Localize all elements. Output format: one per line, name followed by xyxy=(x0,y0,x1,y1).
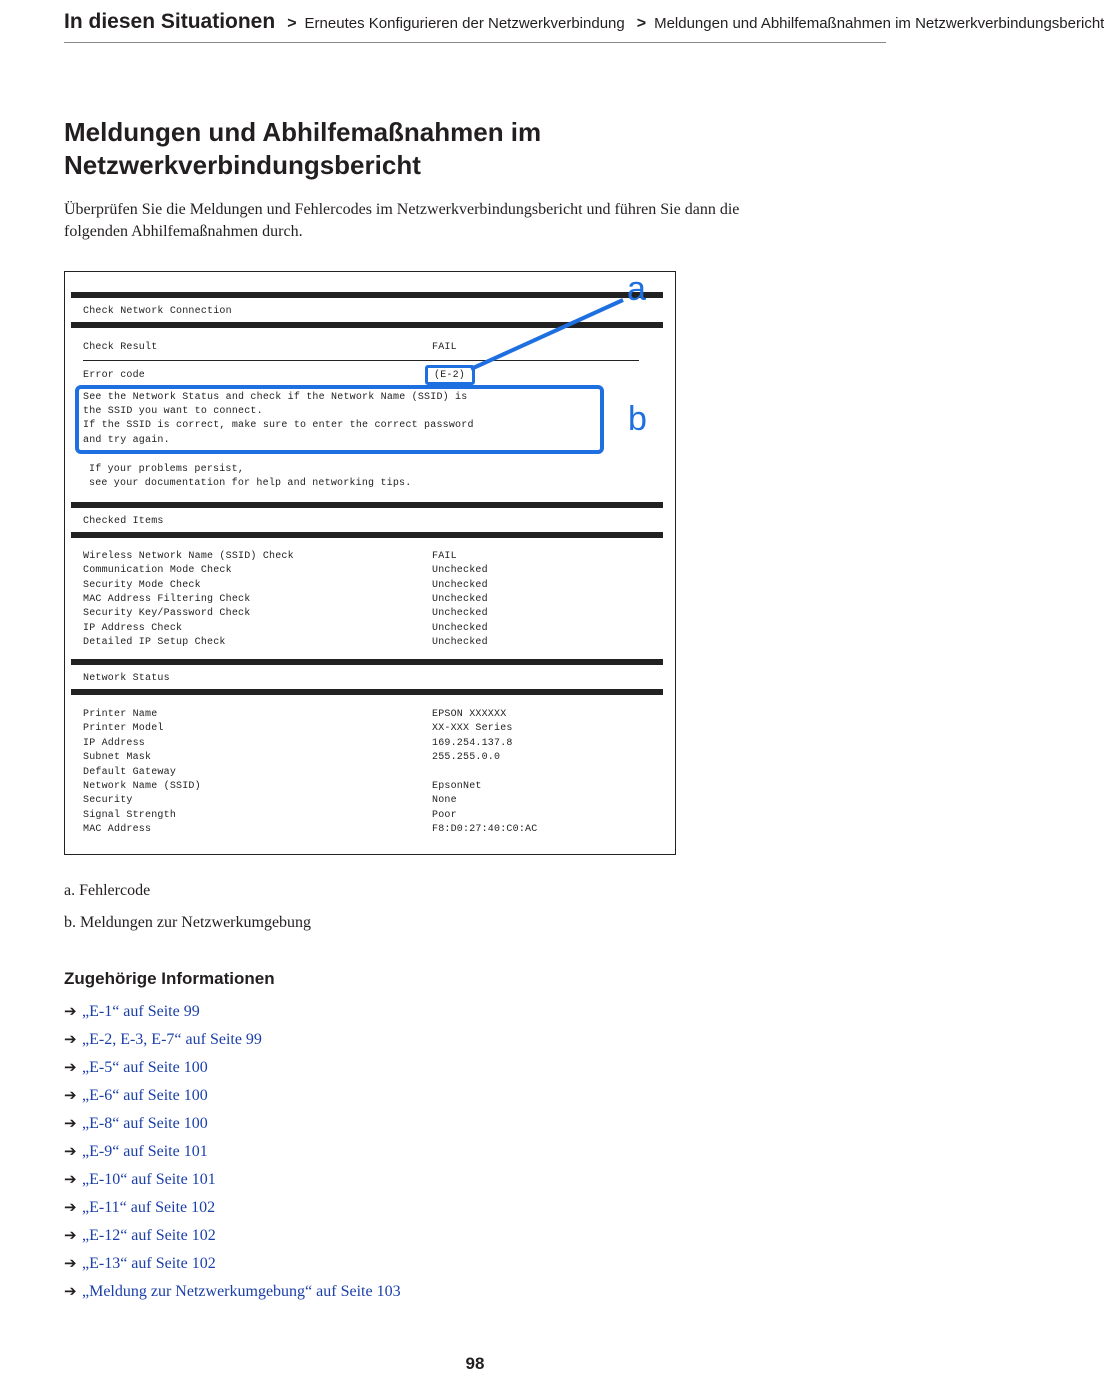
right-arrow-icon: ➔ xyxy=(64,1030,77,1048)
right-arrow-icon: ➔ xyxy=(64,1002,77,1020)
right-arrow-icon: ➔ xyxy=(64,1086,77,1104)
right-arrow-icon: ➔ xyxy=(64,1142,77,1160)
network-status-value: 255.255.0.0 xyxy=(432,752,501,764)
legend-a: a. Fehlercode xyxy=(64,882,151,899)
related-link-item xyxy=(64,1279,401,1307)
right-arrow-icon: ➔ xyxy=(64,1226,77,1244)
related-link-item xyxy=(64,1223,401,1251)
related-link[interactable]: „Meldung zur Netzwerkumgebung“ auf Seite 103 xyxy=(82,1283,401,1300)
related-link[interactable]: „E-2, E-3, E-7“ auf Seite 99 xyxy=(82,1031,262,1048)
checked-item-value: Unchecked xyxy=(432,593,488,605)
related-link-item xyxy=(64,1083,401,1111)
right-arrow-icon: ➔ xyxy=(64,1254,77,1272)
related-link[interactable]: „E-10“ auf Seite 101 xyxy=(82,1171,216,1188)
report-rule xyxy=(71,502,663,508)
right-arrow-icon: ➔ xyxy=(64,1282,77,1300)
checked-item-value: Unchecked xyxy=(432,579,488,591)
page-title xyxy=(64,116,764,182)
intro-line: Überprüfen Sie die Meldungen und Fehlercodes im Netzwerkverbindungsbericht und führen Sie dann die xyxy=(64,201,740,218)
network-status-value: 169.254.137.8 xyxy=(432,737,513,749)
persist-line: If your problems persist, xyxy=(89,464,245,475)
related-link-item xyxy=(64,1027,401,1055)
related-link[interactable]: „E-11“ auf Seite 102 xyxy=(82,1199,216,1216)
related-link[interactable]: „E-12“ auf Seite 102 xyxy=(82,1227,216,1244)
message-line: and try again. xyxy=(83,435,170,446)
report-rule xyxy=(71,659,663,665)
persist-line: see your documentation for help and networking tips. xyxy=(89,478,412,489)
breadcrumb-item-current: Meldungen und Abhilfemaßnahmen im Netzwerkverbindungsbericht xyxy=(654,15,1104,32)
breadcrumb xyxy=(64,10,1104,43)
message-line: If the SSID is correct, make sure to enter the correct password xyxy=(83,420,474,431)
network-status-label: Security xyxy=(83,795,133,807)
callout-b-box xyxy=(75,385,604,454)
related-link-item xyxy=(64,1139,401,1167)
page-title-line: Netzwerkverbindungsbericht xyxy=(64,150,421,180)
network-status-value: None xyxy=(432,795,457,807)
related-link[interactable]: „E-5“ auf Seite 100 xyxy=(82,1059,208,1076)
network-status-value: EPSON XXXXXX xyxy=(432,709,507,720)
check-result-label: Check Result xyxy=(83,342,158,353)
intro-line: folgenden Abhilfemaßnahmen durch. xyxy=(64,223,303,240)
network-status-value: F8:D0:27:40:C0:AC xyxy=(432,824,538,836)
related-link[interactable]: „E-13“ auf Seite 102 xyxy=(82,1255,216,1272)
check-result-value: FAIL xyxy=(432,342,457,353)
error-code-value: (E-2) xyxy=(434,370,466,381)
checked-item-label: Communication Mode Check xyxy=(83,565,232,577)
network-status-label: Printer Model xyxy=(83,723,164,735)
network-status-value: EpsonNet xyxy=(432,781,482,792)
right-arrow-icon: ➔ xyxy=(64,1114,77,1132)
related-links-list xyxy=(64,999,401,1307)
related-link[interactable]: „E-1“ auf Seite 99 xyxy=(82,1003,200,1020)
breadcrumb-separator: > xyxy=(287,15,297,32)
related-link[interactable]: „E-8“ auf Seite 100 xyxy=(82,1115,208,1132)
related-link[interactable]: „E-9“ auf Seite 101 xyxy=(82,1143,208,1160)
right-arrow-icon: ➔ xyxy=(64,1058,77,1076)
checked-item-label: Security Mode Check xyxy=(83,579,201,591)
error-code-label: Error code xyxy=(83,370,146,381)
message-line: the SSID you want to connect. xyxy=(83,406,263,417)
checked-item-value: Unchecked xyxy=(432,622,488,634)
checked-item-label: Wireless Network Name (SSID) Check xyxy=(83,551,294,562)
checked-item-value: Unchecked xyxy=(432,608,488,620)
network-status-label: Network Name (SSID) xyxy=(83,781,201,792)
page-title-line: Meldungen und Abhilfemaßnahmen im xyxy=(64,117,542,147)
related-link-item xyxy=(64,1251,401,1279)
related-link-item xyxy=(64,1167,401,1195)
intro-paragraph xyxy=(64,199,864,243)
network-status-title: Network Status xyxy=(83,673,170,684)
right-arrow-icon: ➔ xyxy=(64,1198,77,1216)
checked-item-value: FAIL xyxy=(432,551,457,562)
network-status-label: Default Gateway xyxy=(83,766,177,778)
report-rule xyxy=(71,532,663,538)
related-link-item xyxy=(64,1055,401,1083)
network-status-label: IP Address xyxy=(83,737,146,749)
report-rule xyxy=(71,689,663,695)
callout-a-label: a xyxy=(627,270,646,308)
checked-item-value: Unchecked xyxy=(432,565,488,577)
network-status-label: Signal Strength xyxy=(83,809,177,821)
network-status-label: MAC Address xyxy=(83,824,152,836)
page-number: 98 xyxy=(465,1354,485,1373)
checked-item-value: Unchecked xyxy=(432,636,488,648)
report-title: Check Network Connection xyxy=(83,306,232,317)
callout-b-label: b xyxy=(628,400,647,438)
checked-item-label: Detailed IP Setup Check xyxy=(83,636,226,648)
breadcrumb-section[interactable]: In diesen Situationen xyxy=(64,10,276,33)
related-info-title: Zugehörige Informationen xyxy=(64,969,275,988)
legend-b: b. Meldungen zur Netzwerkumgebung xyxy=(64,914,312,931)
breadcrumb-separator: > xyxy=(636,15,647,32)
network-status-label: Printer Name xyxy=(83,709,158,720)
related-link[interactable]: „E-6“ auf Seite 100 xyxy=(82,1087,208,1104)
network-status-value: Poor xyxy=(432,809,457,821)
network-status-value: XX-XXX Series xyxy=(432,723,513,735)
checked-item-label: IP Address Check xyxy=(83,622,183,634)
checked-item-label: Security Key/Password Check xyxy=(83,608,251,620)
related-link-item xyxy=(64,1195,401,1223)
right-arrow-icon: ➔ xyxy=(64,1170,77,1188)
related-link-item xyxy=(64,999,401,1027)
network-status-label: Subnet Mask xyxy=(83,752,152,764)
breadcrumb-item[interactable]: Erneutes Konfigurieren der Netzwerkverbindung xyxy=(304,15,625,32)
related-link-item xyxy=(64,1111,401,1139)
checked-item-label: MAC Address Filtering Check xyxy=(83,593,251,605)
checked-items-title: Checked Items xyxy=(83,516,164,527)
report-figure xyxy=(64,271,676,855)
message-line: See the Network Status and check if the Network Name (SSID) is xyxy=(83,392,468,403)
